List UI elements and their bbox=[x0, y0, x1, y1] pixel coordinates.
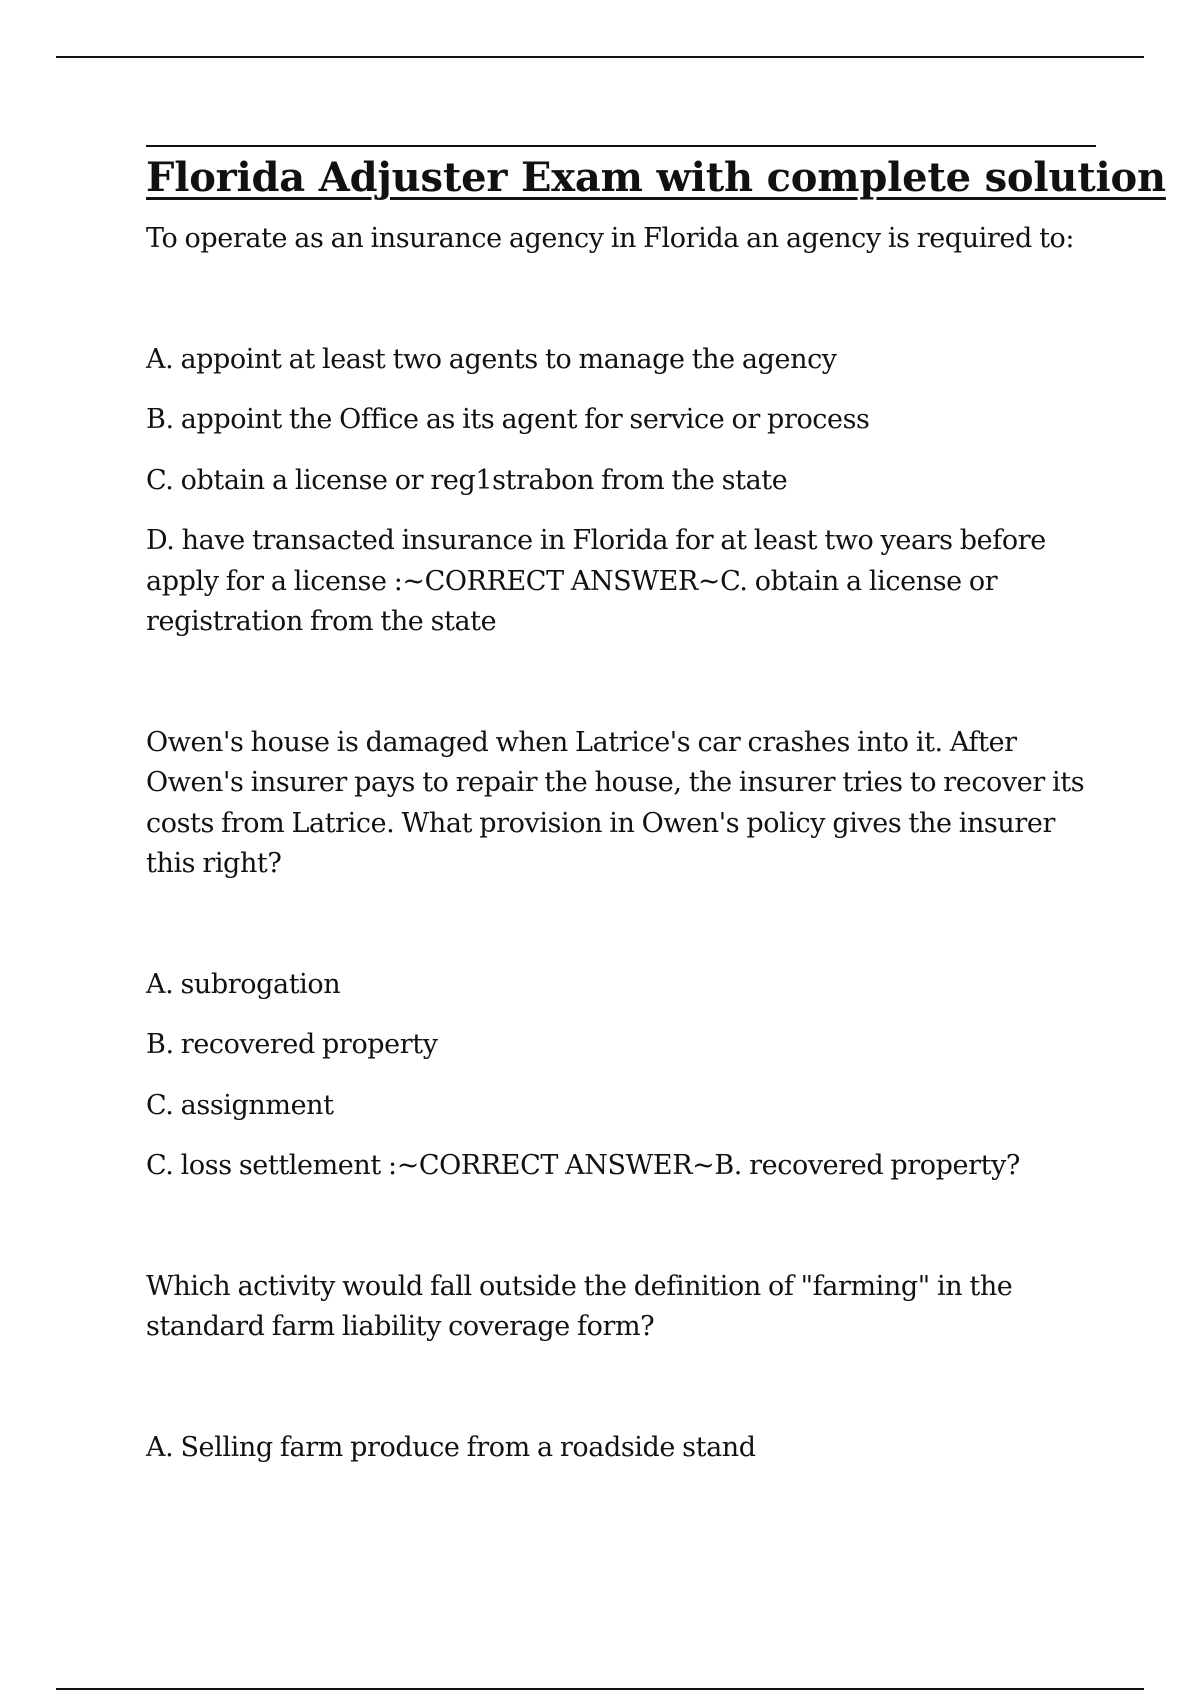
document-title: Florida Adjuster Exam with complete solution bbox=[146, 154, 1166, 201]
question-1-option-d-answer: D. have transacted insurance in Florida for at least two years before apply for a license :~CORRECT ANSWER~C. obtain a license or registration from the state bbox=[146, 525, 1046, 637]
question-1-text: To operate as an insurance agency in Florida an agency is required to: bbox=[146, 223, 1075, 254]
question-1-option-c: C. obtain a license or reg1strabon from the state bbox=[146, 464, 788, 496]
question-2-option-d-answer: C. loss settlement :~CORRECT ANSWER~B. recovered property? bbox=[146, 1150, 1021, 1181]
page-bottom-rule bbox=[56, 1688, 1144, 1690]
document-body bbox=[146, 145, 1166, 1468]
question-1-option-a: A. appoint at least two agents to manage the agency bbox=[146, 343, 837, 375]
page-top-rule bbox=[56, 56, 1144, 58]
title-rule bbox=[146, 145, 1096, 147]
question-2-option-c: C. assignment bbox=[146, 1089, 334, 1121]
question-2-text: Owen's house is damaged when Latrice's car crashes into it. After Owen's insurer pays to repair the house, the insurer tries to recover its costs from Latrice. What provision in Owen's policy gives the insurer this right? bbox=[146, 726, 1085, 879]
question-3-option-a: A. Selling farm produce from a roadside stand bbox=[146, 1431, 756, 1463]
question-2-option-b: B. recovered property bbox=[146, 1029, 438, 1060]
question-2-option-a: A. subrogation bbox=[146, 968, 341, 1000]
question-1-option-b: B. appoint the Office as its agent for service or process bbox=[146, 404, 870, 435]
question-3-text: Which activity would fall outside the definition of "farming" in the standard farm liability coverage form? bbox=[146, 1270, 1013, 1342]
